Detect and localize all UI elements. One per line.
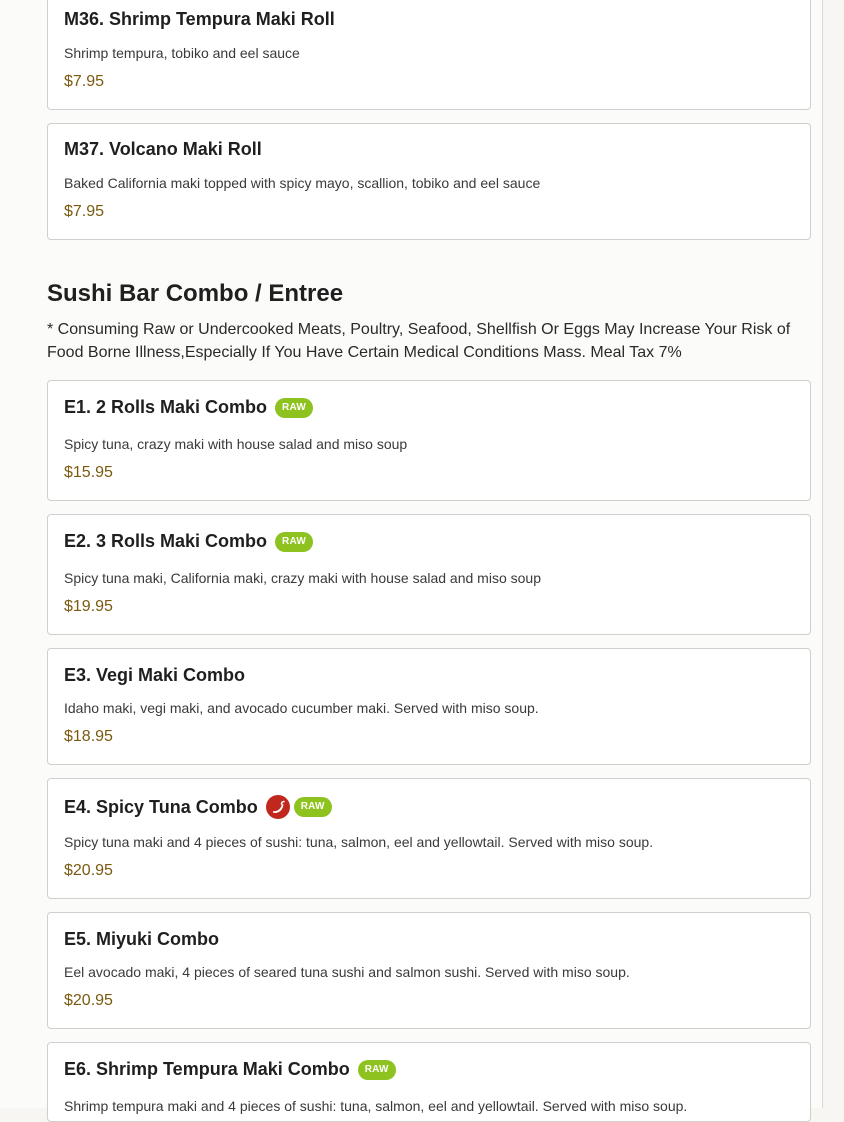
item-title: E1. 2 Rolls Maki Combo RAW bbox=[64, 397, 313, 418]
raw-badge: RAW bbox=[275, 398, 313, 418]
item-price: $18.95 bbox=[64, 728, 113, 745]
menu-item-card[interactable] bbox=[47, 0, 811, 110]
item-price: $15.95 bbox=[64, 464, 113, 481]
section-note: * Consuming Raw or Undercooked Meats, Poultry, Seafood, Shellfish Or Eggs May Increase Your Risk of Food Borne Illness,Especially If You Have Certain Medical Conditions Mass. Meal Tax 7% bbox=[47, 321, 791, 361]
item-description: Idaho maki, vegi maki, and avocado cucumber maki. Served with miso soup. bbox=[64, 700, 539, 716]
menu-item-card[interactable] bbox=[47, 380, 811, 501]
menu-item-card[interactable] bbox=[47, 514, 811, 635]
item-description: Baked California maki topped with spicy mayo, scallion, tobiko and eel sauce bbox=[64, 175, 541, 191]
item-price: $19.95 bbox=[64, 598, 113, 615]
raw-badge: RAW bbox=[358, 1060, 396, 1080]
menu-item-card[interactable] bbox=[47, 648, 811, 765]
item-title: E2. 3 Rolls Maki Combo RAW bbox=[64, 531, 313, 552]
item-price: $20.95 bbox=[64, 992, 113, 1009]
item-description: Spicy tuna maki and 4 pieces of sushi: tuna, salmon, eel and yellowtail. Served with miso soup. bbox=[64, 834, 654, 850]
item-description: Eel avocado maki, 4 pieces of seared tuna sushi and salmon sushi. Served with miso soup. bbox=[64, 964, 630, 980]
item-description: Shrimp tempura maki and 4 pieces of sushi: tuna, salmon, eel and yellowtail. Served with miso soup. bbox=[64, 1098, 688, 1114]
item-title: E4. Spicy Tuna Combo RAW bbox=[64, 795, 332, 819]
menu-item-card[interactable] bbox=[47, 778, 811, 899]
item-description: Spicy tuna maki, California maki, crazy maki with house salad and miso soup bbox=[64, 570, 541, 586]
item-description: Shrimp tempura, tobiko and eel sauce bbox=[64, 45, 300, 61]
chili-pepper-icon bbox=[266, 795, 290, 819]
item-title: M37. Volcano Maki Roll bbox=[64, 139, 262, 159]
section-title: Sushi Bar Combo / Entree bbox=[47, 280, 344, 307]
item-title: E6. Shrimp Tempura Maki Combo RAW bbox=[64, 1059, 396, 1080]
raw-badge: RAW bbox=[294, 797, 332, 817]
item-price: $20.95 bbox=[64, 862, 113, 879]
item-price: $7.95 bbox=[64, 203, 105, 220]
item-title: E3. Vegi Maki Combo bbox=[64, 665, 246, 685]
item-price: $7.95 bbox=[64, 73, 105, 90]
item-title: M36. Shrimp Tempura Maki Roll bbox=[64, 9, 335, 29]
raw-badge: RAW bbox=[275, 532, 313, 552]
item-description: Spicy tuna, crazy maki with house salad and miso soup bbox=[64, 436, 408, 452]
item-title: E5. Miyuki Combo bbox=[64, 929, 220, 949]
menu-item-card[interactable] bbox=[47, 912, 811, 1029]
menu-item-card[interactable] bbox=[47, 123, 811, 240]
menu-item-card[interactable] bbox=[47, 1042, 811, 1122]
